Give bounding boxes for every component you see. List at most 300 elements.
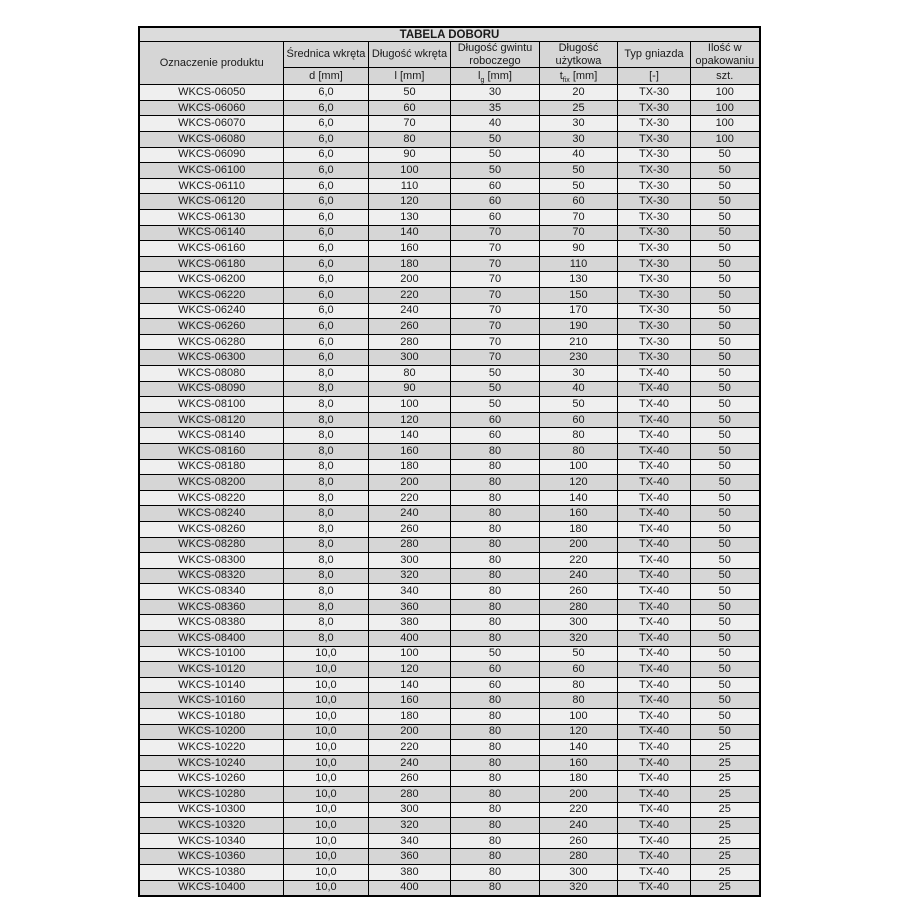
cell-product-designation: WKCS-06090 xyxy=(139,147,283,163)
cell-product-designation: WKCS-10100 xyxy=(139,646,283,662)
cell-screw-length: 100 xyxy=(368,646,450,662)
table-row xyxy=(139,864,759,880)
cell-socket-type: TX-40 xyxy=(617,662,690,678)
cell-screw-diameter: 10,0 xyxy=(283,646,368,662)
cell-socket-type: TX-40 xyxy=(617,599,690,615)
cell-screw-diameter: 8,0 xyxy=(283,365,368,381)
cell-socket-type: TX-30 xyxy=(617,334,690,350)
cell-working-thread-length: 80 xyxy=(450,693,539,709)
cell-screw-diameter: 6,0 xyxy=(283,350,368,366)
cell-usable-length: 300 xyxy=(539,864,617,880)
thread-length-symbol: l xyxy=(478,69,481,82)
cell-socket-type: TX-30 xyxy=(617,85,690,101)
cell-usable-length: 30 xyxy=(539,365,617,381)
cell-qty-per-pack: 50 xyxy=(690,365,759,381)
cell-working-thread-length: 70 xyxy=(450,225,539,241)
cell-qty-per-pack: 50 xyxy=(690,194,759,210)
col-header-socket-type: Typ gniazda xyxy=(617,42,690,68)
cell-qty-per-pack: 50 xyxy=(690,475,759,491)
table-row xyxy=(139,709,759,725)
cell-working-thread-length: 80 xyxy=(450,740,539,756)
cell-socket-type: TX-30 xyxy=(617,100,690,116)
cell-usable-length: 80 xyxy=(539,693,617,709)
cell-product-designation: WKCS-08360 xyxy=(139,599,283,615)
cell-screw-length: 260 xyxy=(368,319,450,335)
col-header-working-thread-length: Długość gwintu roboczego xyxy=(450,42,539,68)
cell-socket-type: TX-30 xyxy=(617,210,690,226)
table-row xyxy=(139,833,759,849)
cell-socket-type: TX-30 xyxy=(617,147,690,163)
cell-screw-length: 400 xyxy=(368,880,450,896)
cell-qty-per-pack: 50 xyxy=(690,568,759,584)
cell-screw-diameter: 8,0 xyxy=(283,506,368,522)
cell-working-thread-length: 80 xyxy=(450,459,539,475)
cell-socket-type: TX-40 xyxy=(617,833,690,849)
cell-screw-diameter: 10,0 xyxy=(283,709,368,725)
cell-qty-per-pack: 100 xyxy=(690,116,759,132)
cell-usable-length: 80 xyxy=(539,677,617,693)
cell-working-thread-length: 70 xyxy=(450,288,539,304)
cell-screw-length: 300 xyxy=(368,802,450,818)
cell-socket-type: TX-40 xyxy=(617,490,690,506)
cell-usable-length: 320 xyxy=(539,631,617,647)
cell-product-designation: WKCS-08160 xyxy=(139,443,283,459)
cell-screw-length: 220 xyxy=(368,288,450,304)
cell-product-designation: WKCS-08180 xyxy=(139,459,283,475)
table-row xyxy=(139,506,759,522)
cell-usable-length: 40 xyxy=(539,381,617,397)
cell-working-thread-length: 70 xyxy=(450,272,539,288)
thread-length-subscript: g xyxy=(480,77,485,85)
cell-socket-type: TX-40 xyxy=(617,443,690,459)
cell-qty-per-pack: 50 xyxy=(690,350,759,366)
cell-screw-length: 360 xyxy=(368,849,450,865)
table-row xyxy=(139,100,759,116)
table-row xyxy=(139,537,759,553)
table-row xyxy=(139,880,759,896)
cell-screw-diameter: 6,0 xyxy=(283,116,368,132)
table-title-row xyxy=(139,27,759,42)
cell-screw-length: 240 xyxy=(368,506,450,522)
cell-qty-per-pack: 25 xyxy=(690,880,759,896)
cell-screw-length: 300 xyxy=(368,350,450,366)
cell-qty-per-pack: 25 xyxy=(690,740,759,756)
cell-socket-type: TX-40 xyxy=(617,709,690,725)
cell-working-thread-length: 80 xyxy=(450,880,539,896)
cell-socket-type: TX-30 xyxy=(617,132,690,148)
cell-product-designation: WKCS-10320 xyxy=(139,818,283,834)
table-row xyxy=(139,646,759,662)
cell-qty-per-pack: 25 xyxy=(690,771,759,787)
table-row xyxy=(139,241,759,257)
cell-screw-length: 70 xyxy=(368,116,450,132)
cell-qty-per-pack: 50 xyxy=(690,506,759,522)
cell-usable-length: 230 xyxy=(539,350,617,366)
cell-screw-diameter: 6,0 xyxy=(283,132,368,148)
cell-screw-length: 260 xyxy=(368,521,450,537)
cell-screw-diameter: 8,0 xyxy=(283,443,368,459)
cell-qty-per-pack: 25 xyxy=(690,802,759,818)
cell-working-thread-length: 80 xyxy=(450,506,539,522)
cell-screw-diameter: 6,0 xyxy=(283,100,368,116)
table-row xyxy=(139,381,759,397)
cell-working-thread-length: 80 xyxy=(450,849,539,865)
cell-product-designation: WKCS-06200 xyxy=(139,272,283,288)
cell-usable-length: 180 xyxy=(539,521,617,537)
cell-socket-type: TX-40 xyxy=(617,787,690,803)
subheader-length-unit: l [mm] xyxy=(368,68,450,85)
cell-qty-per-pack: 50 xyxy=(690,225,759,241)
cell-product-designation: WKCS-08300 xyxy=(139,553,283,569)
cell-socket-type: TX-40 xyxy=(617,506,690,522)
cell-product-designation: WKCS-08100 xyxy=(139,397,283,413)
cell-usable-length: 50 xyxy=(539,397,617,413)
cell-screw-length: 380 xyxy=(368,615,450,631)
cell-qty-per-pack: 50 xyxy=(690,178,759,194)
cell-screw-length: 180 xyxy=(368,709,450,725)
cell-working-thread-length: 70 xyxy=(450,334,539,350)
cell-product-designation: WKCS-06080 xyxy=(139,132,283,148)
cell-screw-diameter: 8,0 xyxy=(283,490,368,506)
cell-screw-length: 80 xyxy=(368,365,450,381)
cell-usable-length: 240 xyxy=(539,818,617,834)
cell-working-thread-length: 80 xyxy=(450,724,539,740)
cell-product-designation: WKCS-10300 xyxy=(139,802,283,818)
cell-screw-length: 220 xyxy=(368,740,450,756)
cell-usable-length: 120 xyxy=(539,475,617,491)
cell-screw-diameter: 8,0 xyxy=(283,568,368,584)
cell-screw-length: 360 xyxy=(368,599,450,615)
cell-screw-length: 90 xyxy=(368,147,450,163)
cell-working-thread-length: 30 xyxy=(450,85,539,101)
cell-product-designation: WKCS-10120 xyxy=(139,662,283,678)
cell-socket-type: TX-40 xyxy=(617,553,690,569)
cell-socket-type: TX-40 xyxy=(617,802,690,818)
cell-usable-length: 200 xyxy=(539,537,617,553)
cell-socket-type: TX-40 xyxy=(617,381,690,397)
cell-screw-length: 110 xyxy=(368,178,450,194)
cell-screw-diameter: 10,0 xyxy=(283,849,368,865)
cell-working-thread-length: 50 xyxy=(450,397,539,413)
cell-working-thread-length: 60 xyxy=(450,194,539,210)
cell-screw-length: 120 xyxy=(368,662,450,678)
cell-socket-type: TX-40 xyxy=(617,568,690,584)
table-row xyxy=(139,132,759,148)
cell-usable-length: 140 xyxy=(539,740,617,756)
cell-screw-length: 120 xyxy=(368,412,450,428)
cell-screw-diameter: 8,0 xyxy=(283,412,368,428)
cell-qty-per-pack: 50 xyxy=(690,521,759,537)
cell-usable-length: 50 xyxy=(539,178,617,194)
cell-screw-length: 100 xyxy=(368,163,450,179)
cell-usable-length: 140 xyxy=(539,490,617,506)
cell-product-designation: WKCS-08340 xyxy=(139,584,283,600)
cell-qty-per-pack: 50 xyxy=(690,397,759,413)
cell-screw-diameter: 6,0 xyxy=(283,194,368,210)
cell-qty-per-pack: 50 xyxy=(690,256,759,272)
cell-screw-length: 180 xyxy=(368,256,450,272)
cell-qty-per-pack: 50 xyxy=(690,428,759,444)
cell-working-thread-length: 80 xyxy=(450,755,539,771)
table-row xyxy=(139,303,759,319)
table-row xyxy=(139,631,759,647)
cell-usable-length: 60 xyxy=(539,194,617,210)
cell-screw-length: 130 xyxy=(368,210,450,226)
selection-table xyxy=(138,26,760,897)
cell-screw-length: 260 xyxy=(368,771,450,787)
table-row xyxy=(139,225,759,241)
cell-working-thread-length: 70 xyxy=(450,241,539,257)
cell-screw-length: 180 xyxy=(368,459,450,475)
cell-qty-per-pack: 25 xyxy=(690,755,759,771)
cell-product-designation: WKCS-06260 xyxy=(139,319,283,335)
cell-product-designation: WKCS-08140 xyxy=(139,428,283,444)
cell-usable-length: 280 xyxy=(539,849,617,865)
cell-working-thread-length: 40 xyxy=(450,116,539,132)
cell-working-thread-length: 80 xyxy=(450,537,539,553)
col-header-product-designation: Oznaczenie produktu xyxy=(139,42,283,85)
cell-product-designation: WKCS-08080 xyxy=(139,365,283,381)
cell-socket-type: TX-40 xyxy=(617,818,690,834)
cell-product-designation: WKCS-06050 xyxy=(139,85,283,101)
cell-product-designation: WKCS-06110 xyxy=(139,178,283,194)
cell-screw-length: 240 xyxy=(368,303,450,319)
cell-qty-per-pack: 50 xyxy=(690,334,759,350)
cell-product-designation: WKCS-06120 xyxy=(139,194,283,210)
cell-usable-length: 100 xyxy=(539,459,617,475)
cell-working-thread-length: 50 xyxy=(450,163,539,179)
cell-qty-per-pack: 50 xyxy=(690,319,759,335)
cell-working-thread-length: 70 xyxy=(450,303,539,319)
cell-screw-diameter: 6,0 xyxy=(283,319,368,335)
cell-socket-type: TX-30 xyxy=(617,163,690,179)
usable-length-unit: [mm] xyxy=(572,69,598,82)
cell-qty-per-pack: 50 xyxy=(690,615,759,631)
cell-socket-type: TX-40 xyxy=(617,646,690,662)
cell-socket-type: TX-40 xyxy=(617,537,690,553)
table-row xyxy=(139,553,759,569)
cell-qty-per-pack: 50 xyxy=(690,490,759,506)
cell-qty-per-pack: 25 xyxy=(690,833,759,849)
table-row xyxy=(139,319,759,335)
table-row xyxy=(139,194,759,210)
table-row xyxy=(139,272,759,288)
cell-usable-length: 30 xyxy=(539,132,617,148)
cell-screw-length: 200 xyxy=(368,724,450,740)
table-row xyxy=(139,397,759,413)
cell-usable-length: 20 xyxy=(539,85,617,101)
cell-socket-type: TX-40 xyxy=(617,771,690,787)
table-row xyxy=(139,818,759,834)
cell-working-thread-length: 60 xyxy=(450,662,539,678)
usable-length-symbol: t xyxy=(559,69,563,82)
cell-product-designation: WKCS-10400 xyxy=(139,880,283,896)
cell-usable-length: 260 xyxy=(539,584,617,600)
cell-screw-length: 100 xyxy=(368,397,450,413)
cell-screw-diameter: 6,0 xyxy=(283,85,368,101)
subheader-diameter-unit: d [mm] xyxy=(283,68,368,85)
cell-screw-diameter: 6,0 xyxy=(283,178,368,194)
cell-screw-length: 140 xyxy=(368,428,450,444)
cell-qty-per-pack: 25 xyxy=(690,849,759,865)
table-row xyxy=(139,443,759,459)
cell-socket-type: TX-30 xyxy=(617,241,690,257)
cell-product-designation: WKCS-08240 xyxy=(139,506,283,522)
cell-qty-per-pack: 50 xyxy=(690,443,759,459)
cell-socket-type: TX-40 xyxy=(617,615,690,631)
cell-screw-length: 140 xyxy=(368,225,450,241)
cell-socket-type: TX-40 xyxy=(617,849,690,865)
cell-qty-per-pack: 50 xyxy=(690,693,759,709)
cell-qty-per-pack: 50 xyxy=(690,709,759,725)
cell-usable-length: 60 xyxy=(539,412,617,428)
cell-working-thread-length: 50 xyxy=(450,646,539,662)
cell-screw-length: 320 xyxy=(368,818,450,834)
cell-socket-type: TX-40 xyxy=(617,864,690,880)
table-row xyxy=(139,475,759,491)
cell-qty-per-pack: 25 xyxy=(690,864,759,880)
cell-product-designation: WKCS-10340 xyxy=(139,833,283,849)
table-row xyxy=(139,693,759,709)
cell-qty-per-pack: 50 xyxy=(690,599,759,615)
table-row xyxy=(139,615,759,631)
cell-working-thread-length: 80 xyxy=(450,599,539,615)
cell-qty-per-pack: 50 xyxy=(690,724,759,740)
cell-working-thread-length: 60 xyxy=(450,428,539,444)
cell-usable-length: 70 xyxy=(539,210,617,226)
cell-socket-type: TX-30 xyxy=(617,272,690,288)
cell-socket-type: TX-40 xyxy=(617,740,690,756)
cell-screw-diameter: 10,0 xyxy=(283,833,368,849)
cell-product-designation: WKCS-06180 xyxy=(139,256,283,272)
cell-socket-type: TX-30 xyxy=(617,288,690,304)
cell-socket-type: TX-40 xyxy=(617,475,690,491)
cell-usable-length: 100 xyxy=(539,709,617,725)
cell-working-thread-length: 80 xyxy=(450,568,539,584)
cell-qty-per-pack: 100 xyxy=(690,100,759,116)
cell-screw-length: 90 xyxy=(368,381,450,397)
cell-usable-length: 40 xyxy=(539,147,617,163)
cell-socket-type: TX-30 xyxy=(617,225,690,241)
cell-screw-diameter: 8,0 xyxy=(283,381,368,397)
cell-screw-length: 380 xyxy=(368,864,450,880)
cell-screw-length: 300 xyxy=(368,553,450,569)
cell-qty-per-pack: 50 xyxy=(690,646,759,662)
cell-screw-diameter: 6,0 xyxy=(283,334,368,350)
cell-socket-type: TX-30 xyxy=(617,303,690,319)
cell-qty-per-pack: 50 xyxy=(690,631,759,647)
cell-usable-length: 220 xyxy=(539,553,617,569)
cell-product-designation: WKCS-10280 xyxy=(139,787,283,803)
cell-screw-diameter: 6,0 xyxy=(283,241,368,257)
cell-screw-length: 400 xyxy=(368,631,450,647)
cell-qty-per-pack: 50 xyxy=(690,537,759,553)
table-row xyxy=(139,724,759,740)
cell-working-thread-length: 80 xyxy=(450,553,539,569)
cell-usable-length: 80 xyxy=(539,443,617,459)
cell-qty-per-pack: 25 xyxy=(690,818,759,834)
cell-screw-diameter: 8,0 xyxy=(283,537,368,553)
cell-product-designation: WKCS-08090 xyxy=(139,381,283,397)
cell-product-designation: WKCS-10140 xyxy=(139,677,283,693)
cell-screw-diameter: 10,0 xyxy=(283,693,368,709)
cell-product-designation: WKCS-06240 xyxy=(139,303,283,319)
table-head xyxy=(139,27,759,85)
col-header-screw-diameter: Średnica wkręta xyxy=(283,42,368,68)
cell-screw-length: 160 xyxy=(368,443,450,459)
cell-screw-diameter: 6,0 xyxy=(283,147,368,163)
cell-screw-length: 200 xyxy=(368,475,450,491)
cell-usable-length: 160 xyxy=(539,506,617,522)
cell-screw-diameter: 10,0 xyxy=(283,724,368,740)
cell-qty-per-pack: 50 xyxy=(690,163,759,179)
cell-working-thread-length: 80 xyxy=(450,833,539,849)
cell-usable-length: 190 xyxy=(539,319,617,335)
cell-working-thread-length: 80 xyxy=(450,521,539,537)
cell-usable-length: 150 xyxy=(539,288,617,304)
cell-product-designation: WKCS-10180 xyxy=(139,709,283,725)
subheader-thread-length-unit xyxy=(450,68,539,85)
cell-working-thread-length: 60 xyxy=(450,210,539,226)
cell-working-thread-length: 80 xyxy=(450,631,539,647)
cell-screw-diameter: 6,0 xyxy=(283,272,368,288)
cell-screw-diameter: 10,0 xyxy=(283,818,368,834)
cell-screw-length: 240 xyxy=(368,755,450,771)
cell-usable-length: 80 xyxy=(539,428,617,444)
cell-screw-length: 220 xyxy=(368,490,450,506)
table-row xyxy=(139,147,759,163)
cell-qty-per-pack: 50 xyxy=(690,553,759,569)
cell-screw-length: 160 xyxy=(368,241,450,257)
cell-product-designation: WKCS-10200 xyxy=(139,724,283,740)
cell-screw-diameter: 8,0 xyxy=(283,521,368,537)
cell-product-designation: WKCS-08380 xyxy=(139,615,283,631)
cell-working-thread-length: 80 xyxy=(450,802,539,818)
cell-working-thread-length: 60 xyxy=(450,178,539,194)
cell-socket-type: TX-30 xyxy=(617,256,690,272)
cell-working-thread-length: 80 xyxy=(450,771,539,787)
table-row xyxy=(139,755,759,771)
cell-screw-length: 60 xyxy=(368,100,450,116)
cell-product-designation: WKCS-06140 xyxy=(139,225,283,241)
cell-socket-type: TX-40 xyxy=(617,428,690,444)
cell-screw-diameter: 8,0 xyxy=(283,584,368,600)
cell-socket-type: TX-40 xyxy=(617,755,690,771)
cell-socket-type: TX-30 xyxy=(617,194,690,210)
cell-screw-diameter: 6,0 xyxy=(283,303,368,319)
usable-length-subscript: fix xyxy=(562,77,570,85)
cell-qty-per-pack: 50 xyxy=(690,241,759,257)
cell-screw-diameter: 10,0 xyxy=(283,864,368,880)
cell-screw-diameter: 8,0 xyxy=(283,459,368,475)
cell-usable-length: 25 xyxy=(539,100,617,116)
cell-qty-per-pack: 50 xyxy=(690,662,759,678)
cell-product-designation: WKCS-10260 xyxy=(139,771,283,787)
cell-screw-length: 140 xyxy=(368,677,450,693)
cell-screw-diameter: 10,0 xyxy=(283,677,368,693)
cell-product-designation: WKCS-06100 xyxy=(139,163,283,179)
cell-socket-type: TX-40 xyxy=(617,724,690,740)
cell-usable-length: 50 xyxy=(539,646,617,662)
cell-working-thread-length: 80 xyxy=(450,787,539,803)
cell-screw-length: 340 xyxy=(368,833,450,849)
table-body xyxy=(139,85,759,896)
subheader-socket-unit: [-] xyxy=(617,68,690,85)
cell-product-designation: WKCS-06280 xyxy=(139,334,283,350)
cell-screw-length: 80 xyxy=(368,132,450,148)
cell-working-thread-length: 50 xyxy=(450,147,539,163)
cell-working-thread-length: 50 xyxy=(450,132,539,148)
